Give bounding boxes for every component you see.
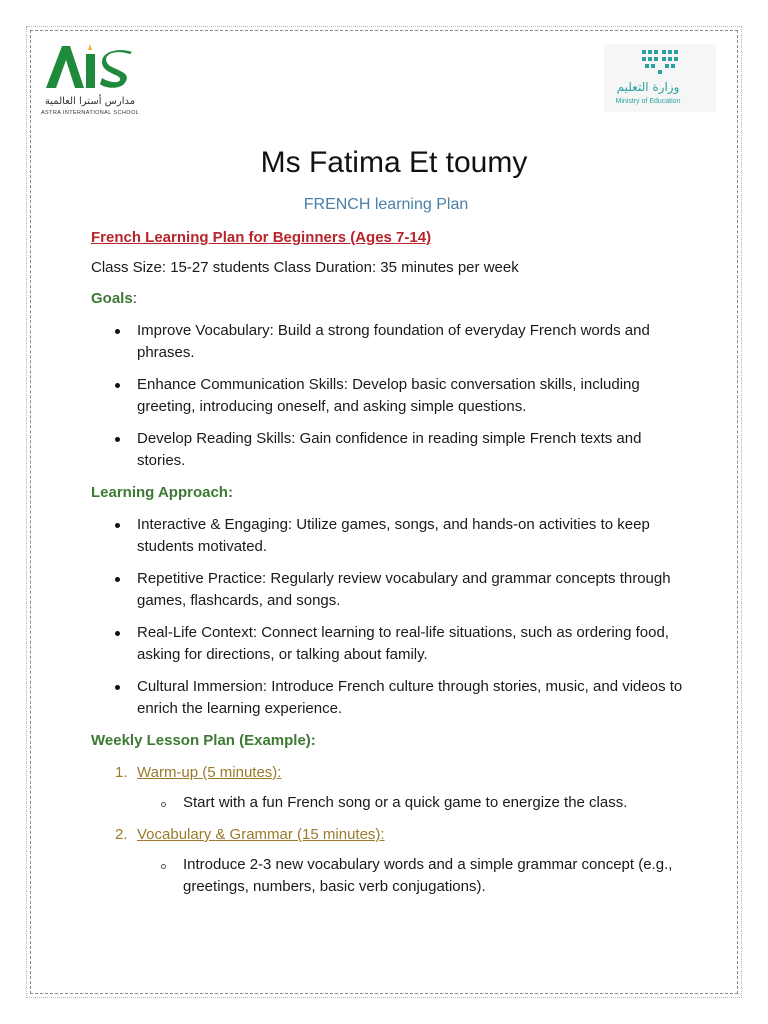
list-item (91, 374, 691, 418)
bullet-icon (115, 437, 120, 442)
bullet-icon (115, 631, 120, 636)
bullet-icon (115, 523, 120, 528)
page-subtitle: FRENCH learning Plan (303, 196, 469, 213)
goals-heading-text: Goals (91, 290, 133, 307)
goals-list (91, 320, 691, 472)
lesson-step (91, 762, 691, 784)
plan-heading: French Learning Plan for Beginners (Ages 7-14) (91, 229, 432, 246)
list-item (91, 622, 691, 666)
lesson-step-detail-text: Start with a fun French song or a quick game to energize the class. (183, 794, 628, 811)
list-item-text: Enhance Communication Skills: Develop basic conversation skills, including greeting, introducing oneself, and asking simple questions. (137, 376, 640, 415)
circle-bullet-icon (161, 802, 166, 807)
list-item (91, 320, 691, 364)
lesson-step-detail (91, 792, 691, 814)
school-name-arabic: مدارس أسترا العالمية (44, 96, 136, 107)
list-item (91, 568, 691, 612)
list-item-text: Improve Vocabulary: Build a strong foundation of everyday French words and phrases. (137, 322, 650, 361)
bullet-icon (115, 685, 120, 690)
ministry-name-arabic: وزارة التعليم (616, 80, 680, 94)
ministry-dots-icon (640, 48, 680, 78)
weekly-plan-heading: Weekly Lesson Plan (Example): (91, 732, 316, 749)
list-item (91, 428, 691, 472)
page-title: Ms Fatima Et toumy (260, 146, 528, 179)
approach-list (91, 514, 691, 720)
lesson-step-number: 1. (115, 764, 128, 781)
list-item-text: Real-Life Context: Connect learning to real-life situations, such as ordering food, asking for directions, or talking about family. (137, 624, 669, 663)
circle-bullet-icon (161, 864, 166, 869)
document-body (91, 228, 691, 908)
bullet-icon (115, 577, 120, 582)
approach-heading: Learning Approach: (91, 484, 233, 501)
lesson-step-label: Warm-up (5 minutes): (137, 764, 282, 781)
lesson-step-detail-text: Introduce 2-3 new vocabulary words and a simple grammar concept (e.g., greetings, numbers, basic verb conjugations). (183, 856, 673, 895)
lesson-step (91, 824, 691, 846)
school-name-english: ASTRA INTERNATIONAL SCHOOL (40, 110, 140, 116)
list-item (91, 676, 691, 720)
list-item-text: Develop Reading Skills: Gain confidence in reading simple French texts and stories. (137, 430, 642, 469)
ais-logo-mark (40, 38, 140, 94)
ministry-of-education-logo (604, 44, 716, 112)
bullet-icon (115, 329, 120, 334)
astra-school-logo (40, 38, 150, 118)
list-item-text: Repetitive Practice: Regularly review vocabulary and grammar concepts through games, flashcards, and songs. (137, 570, 671, 609)
goals-heading: Goals: (91, 290, 137, 307)
class-info: Class Size: 15-27 students Class Duration: 35 minutes per week (91, 259, 519, 276)
lesson-step-label: Vocabulary & Grammar (15 minutes): (137, 826, 385, 843)
list-item-text: Cultural Immersion: Introduce French culture through stories, music, and videos to enrich the learning experience. (137, 678, 683, 717)
lesson-step-detail (91, 854, 691, 898)
lesson-step-number: 2. (115, 826, 128, 843)
ministry-name-english: Ministry of Education (615, 98, 681, 105)
list-item (91, 514, 691, 558)
bullet-icon (115, 383, 120, 388)
list-item-text: Interactive & Engaging: Utilize games, songs, and hands-on activities to keep students motivated. (137, 516, 650, 555)
